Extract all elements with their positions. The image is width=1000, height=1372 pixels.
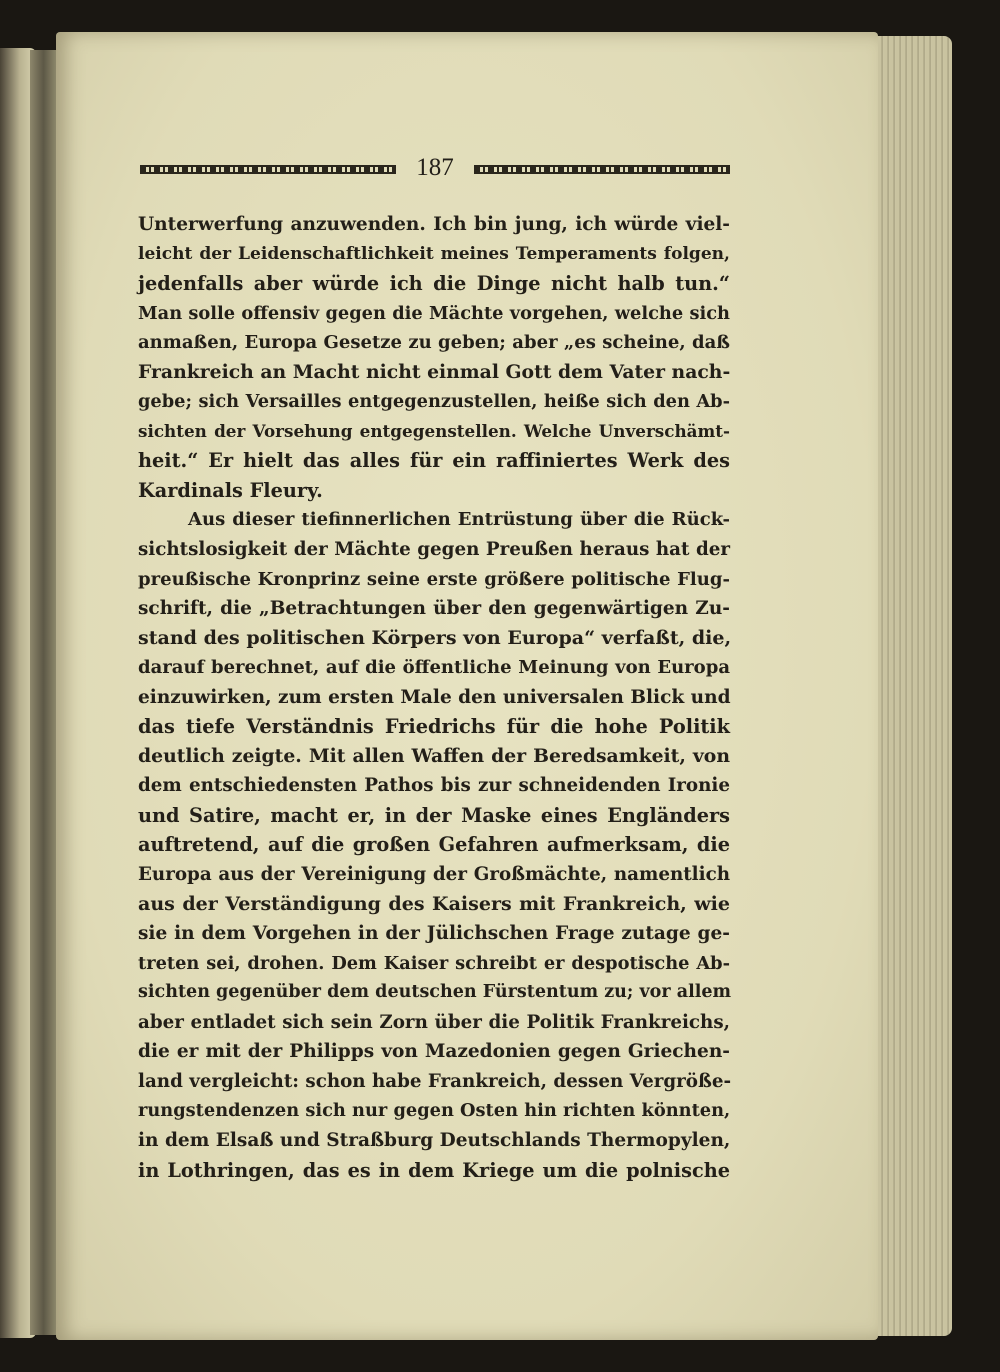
text-line: Frankreich an Macht nicht einmal Gott dem Vater nach- [138, 360, 731, 383]
text-line: land vergleicht: schon habe Frankreich, dessen Vergröße- [138, 1070, 732, 1092]
text-line: die er mit der Philipps von Mazedonien gegen Griechen- [138, 1041, 730, 1063]
text-line: sie in dem Vorgehen in der Jülichschen Frage zutage ge- [138, 923, 730, 945]
text-line: und Satire, macht er, in der Maske eines Engländers [138, 803, 730, 827]
body-text [138, 210, 730, 1185]
text-line: schrift, die „Betrachtungen über den gegenwärtigen Zu- [138, 598, 730, 620]
text-line: leicht der Leidenschaftlichkeit meines Temperaments folgen, [138, 243, 730, 264]
text-line: in dem Elsaß und Straßburg Deutschlands Thermopylen, [138, 1129, 731, 1151]
text-line: Man solle offensiv gegen die Mächte vorgehen, welche sich [138, 302, 730, 324]
text-line: gebe; sich Versailles entgegenzustellen, heiße sich den Ab- [138, 391, 730, 413]
text-line: Unterwerfung anzuwenden. Ich bin jung, ich würde viel- [138, 214, 730, 235]
text-line: jedenfalls aber würde ich die Dinge nicht halb tun.“ [138, 272, 730, 296]
text-line: Europa aus der Vereinigung der Großmächte, namentlich [138, 864, 730, 886]
text-line: sichtslosigkeit der Mächte gegen Preußen heraus hat der [138, 539, 730, 561]
text-line: sichten gegenüber dem deutschen Fürstentum zu; vor allem [138, 982, 732, 1003]
text-line: dem entschiedensten Pathos bis zur schneidenden Ironie [138, 775, 730, 797]
text-line: auftretend, auf die großen Gefahren aufmerksam, die [138, 833, 730, 857]
page-number: 187 [416, 154, 454, 181]
text-line: stand des politischen Körpers von Europa“ verfaßt, die, [138, 626, 732, 649]
text-line: einzuwirken, zum ersten Male den universalen Blick und [138, 686, 731, 708]
text-line: preußische Kronprinz seine erste größere politische Flug- [138, 568, 730, 590]
header-ornament-right [474, 165, 730, 174]
text-line-paragraph-start: Aus dieser tiefinnerlichen Entrüstung über die Rück- [188, 509, 730, 531]
text-line: anmaßen, Europa Gesetze zu geben; aber „es scheine, daß [138, 332, 730, 354]
text-line: deutlich zeigte. Mit allen Waffen der Beredsamkeit, von [138, 744, 730, 767]
header-ornament-left [140, 165, 396, 174]
running-header [140, 152, 730, 188]
text-line: in Lothringen, das es in dem Kriege um die polnische [138, 1158, 730, 1182]
text-line: aber entladet sich sein Zorn über die Politik Frankreichs, [138, 1011, 730, 1033]
text-line: treten sei, drohen. Dem Kaiser schreibt er despotische Ab- [138, 952, 730, 974]
text-line: das tiefe Verständnis Friedrichs für die hohe Politik [138, 715, 730, 739]
text-line: sichten der Vorsehung entgegenstellen. Welche Unverschämt- [138, 420, 730, 441]
text-line: rungstendenzen sich nur gegen Osten hin richten könnten, [138, 1100, 731, 1122]
text-line-paragraph-end: Kardinals Fleury. [138, 478, 323, 502]
text-line: darauf berechnet, auf die öffentliche Meinung von Europa [138, 657, 730, 679]
text-line: heit.“ Er hielt das alles für ein raffiniertes Werk des [138, 449, 730, 473]
text-line: aus der Verständigung des Kaisers mit Frankreich, wie [138, 892, 730, 915]
